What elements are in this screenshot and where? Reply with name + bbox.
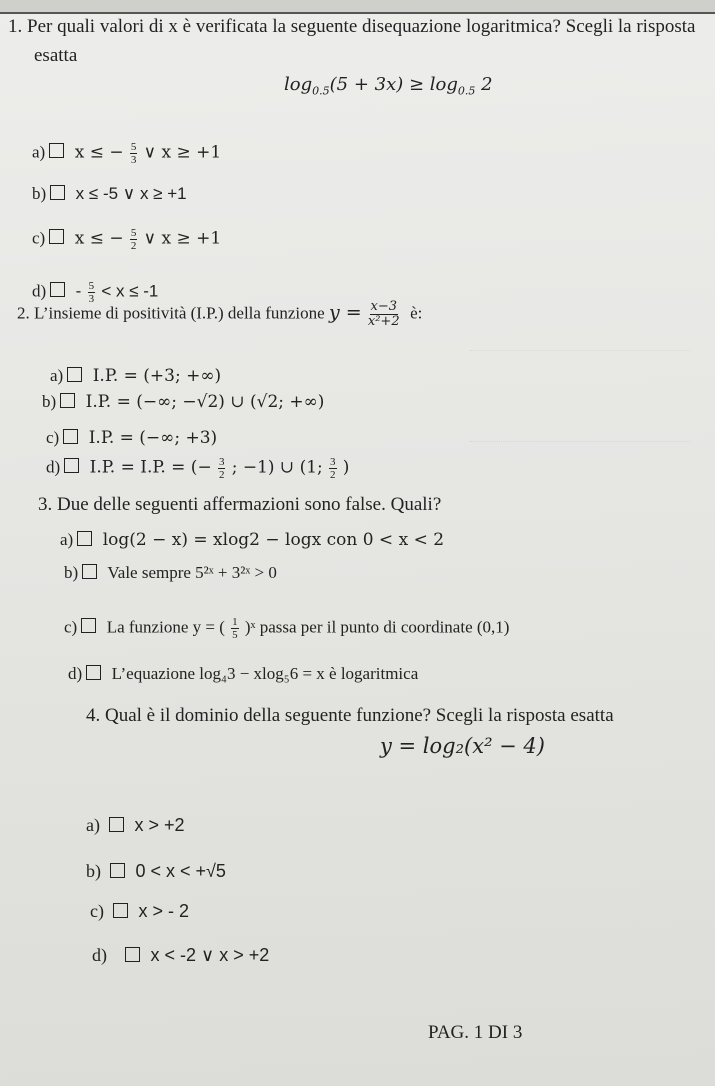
page-number: PAG. 1 DI 3: [428, 1022, 523, 1043]
q4-d-checkbox[interactable]: [125, 947, 140, 962]
q2-option-c: c) I.P. = (−∞; +3): [46, 428, 218, 448]
q3-option-c: c) La funzione y = ( $\frac{1}{5}$ )ˣ passa per il punto di coordinate (0,1): [64, 616, 510, 641]
q1-equation: $\log_{0.5}(5 + 3x) \ge \log_{0.5} 2$: [284, 74, 493, 98]
q1-a-checkbox[interactable]: [49, 143, 64, 158]
q4-function: y = log₂(x² − 4): [380, 734, 545, 758]
q2-c-checkbox[interactable]: [63, 429, 78, 444]
q1-option-c: c) x ≤ − $\frac{5}{2}$ ∨ x ≥ +1: [32, 227, 222, 252]
q3-prompt: 3. Due delle seguenti affermazioni sono false. Quali?: [38, 494, 442, 515]
q3-option-d: d) L’equazione log₄3 − xlog₅6 = x è logaritmica: [68, 664, 419, 683]
q1-prompt-continued: esatta: [34, 45, 78, 66]
q3-d-checkbox[interactable]: [86, 665, 101, 680]
q4-a-checkbox[interactable]: [109, 817, 124, 832]
q2-option-d: d) I.P. = I.P. = (− $\frac{3}{2}$ ; −1) ∪ (1; $\frac{3}{2}$ ): [46, 456, 350, 481]
q3-option-a: a) log(2 − x) = xlog2 − logx con 0 < x < 2: [60, 530, 445, 550]
q2-prompt-line: 2. L’insieme di positività (I.P.) della funzione y = $\frac{x-3}{\text{x²+2}}$ è:: [17, 299, 423, 329]
q4-option-b: b) 0 < x < +√5: [86, 861, 226, 881]
q1-d-checkbox[interactable]: [50, 282, 65, 297]
bleed-through-texture: [470, 350, 690, 442]
q1-option-d: d) - $\frac{5}{3}$ < x ≤ -1: [32, 280, 159, 305]
q2-option-a: a) I.P. = (+3; +∞): [50, 366, 222, 386]
q2-d-checkbox[interactable]: [64, 458, 79, 473]
q2-option-b: b) I.P. = (−∞; −√2) ∪ (√2; +∞): [42, 392, 325, 412]
q3-c-checkbox[interactable]: [81, 618, 96, 633]
q4-option-d: d) x < -2 ∨ x > +2: [92, 945, 270, 965]
q4-option-c: c) x > - 2: [90, 901, 190, 921]
q2-b-checkbox[interactable]: [60, 393, 75, 408]
q3-a-checkbox[interactable]: [77, 531, 92, 546]
q2-a-checkbox[interactable]: [67, 367, 82, 382]
q4-b-checkbox[interactable]: [110, 863, 125, 878]
page-top-rule: [0, 12, 715, 14]
q4-option-a: a) x > +2: [86, 815, 185, 835]
q4-prompt: 4. Qual è il dominio della seguente funzione? Scegli la risposta esatta: [86, 705, 614, 726]
q1-c-checkbox[interactable]: [49, 229, 64, 244]
q1-b-checkbox[interactable]: [50, 185, 65, 200]
q1-prompt: 1. Per quali valori di x è verificata la seguente disequazione logaritmica? Scegli la risposta: [8, 16, 696, 37]
q1-option-a: a) x ≤ − $\frac{5}{3}$ ∨ x ≥ +1: [32, 141, 222, 166]
q1-option-b: b) x ≤ -5 ∨ x ≥ +1: [32, 184, 187, 203]
q3-b-checkbox[interactable]: [82, 564, 97, 579]
q3-option-b: b) Vale sempre 5²ˣ + 3²ˣ > 0: [64, 563, 277, 582]
q4-c-checkbox[interactable]: [113, 903, 128, 918]
q2-prompt: 2. L’insieme di positività (I.P.) della funzione: [17, 303, 325, 323]
